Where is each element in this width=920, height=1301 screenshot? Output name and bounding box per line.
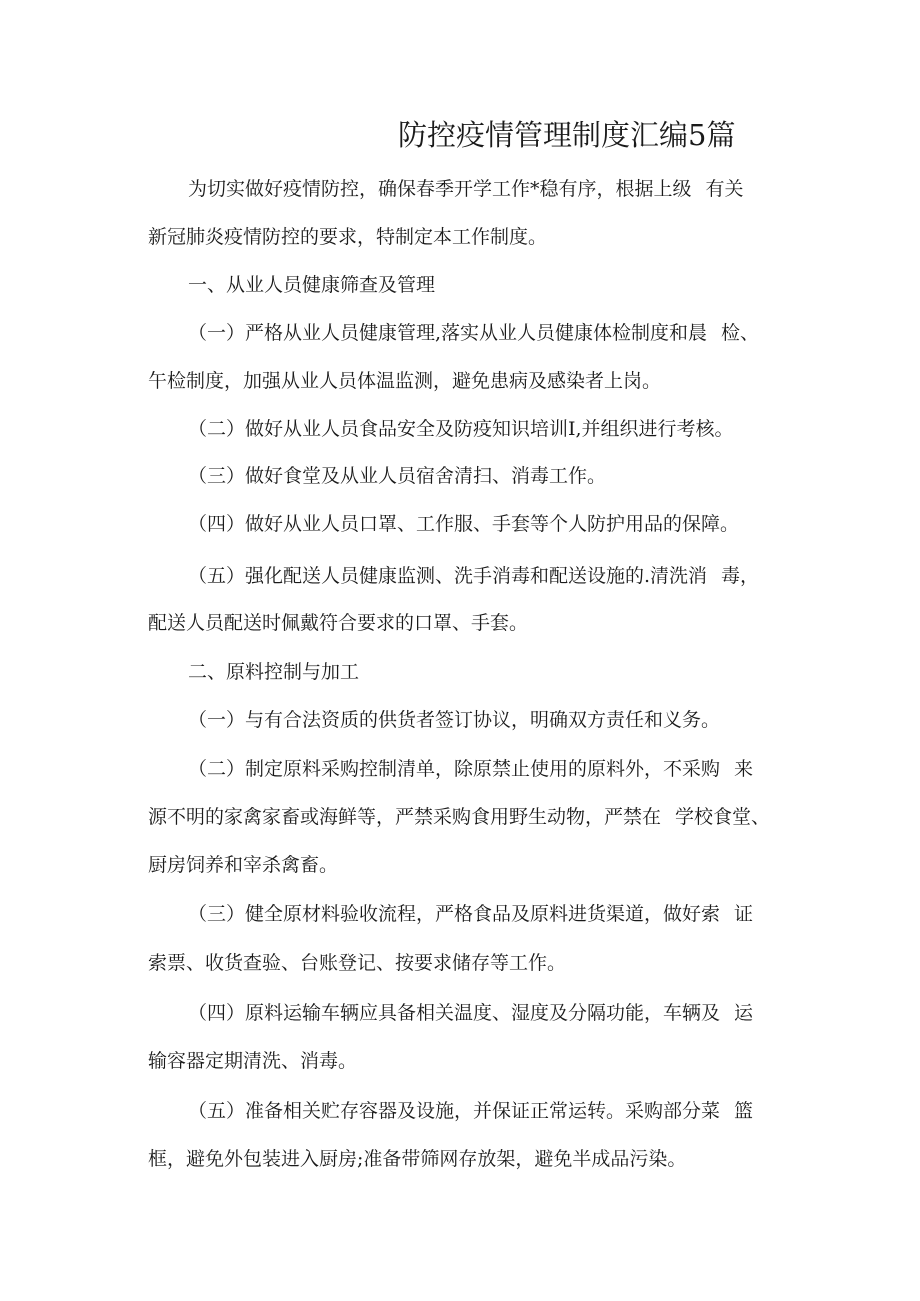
s2-item2-line-2 xyxy=(148,804,770,830)
s1-item3: （三）做好食堂及从业人员宿舍清扫、消毒工作。 xyxy=(188,465,607,487)
section-1-heading: 一、从业人员健康筛查及管理 xyxy=(188,274,436,296)
s2-item4-line-2: 输容器定期清洗、消毒。 xyxy=(148,1050,358,1072)
paragraph-text: 证 xyxy=(734,903,754,925)
intro-line-1 xyxy=(188,176,744,202)
s2-item2-line-1 xyxy=(188,756,753,782)
s1-item4: （四）做好从业人员口罩、工作服、手套等个人防护用品的保障。 xyxy=(188,513,740,535)
s2-item5-line-1 xyxy=(188,1098,753,1124)
s2-item5-line-2: 框，避免外包装进入厨房;准备带筛网存放架，避免半成品污染。 xyxy=(148,1148,687,1170)
paragraph-text: 学校食堂、 xyxy=(675,806,771,828)
s2-item3-line-1 xyxy=(188,901,753,927)
page-title: 防控疫情管理制度汇编5篇 xyxy=(398,118,736,152)
s1-item1-line-2: 午检制度，加强从业人员体温监测，避免患病及感染者上岗。 xyxy=(148,370,662,392)
s2-item3-line-2: 索票、收货查验、台账登记、按要求储存等工作。 xyxy=(148,952,567,974)
paragraph-text: （三）健全原材料验收流程，严格食品及原料进货渠道，做好索 xyxy=(188,903,721,925)
s1-item1-line-1 xyxy=(188,320,759,346)
paragraph-text: 检、 xyxy=(721,322,760,344)
s1-item5-line-2: 配送人员配送时佩戴符合要求的口罩、手套。 xyxy=(148,612,529,634)
s2-item2-line-3: 厨房饲养和宰杀禽畜。 xyxy=(148,854,339,876)
paragraph-text: 来 xyxy=(734,758,754,780)
paragraph-text: （一）严格从业人员健康管理,落实从业人员健康体检制度和晨 xyxy=(188,322,708,344)
paragraph-text: （五）强化配送人员健康监测、洗手消毒和配送设施的.清洗消 xyxy=(188,565,708,587)
intro-text: 为切实做好疫情防控，确保春季开学工作*稳有序，根据上级 xyxy=(188,178,692,200)
paragraph-text: 源不明的家禽家畜或海鲜等，严禁采购食用野生动物，严禁在 xyxy=(148,806,662,828)
section-2-heading: 二、原料控制与加工 xyxy=(188,661,360,683)
intro-line-2: 新冠肺炎疫情防控的要求，特制定本工作制度。 xyxy=(148,226,548,248)
s2-item4-line-1 xyxy=(188,1000,753,1026)
intro-text: 有关 xyxy=(705,178,744,200)
paragraph-text: （二）制定原料采购控制清单，除原禁止使用的原料外，不采购 xyxy=(188,758,721,780)
paragraph-text: 毒， xyxy=(721,565,760,587)
paragraph-text: （四）原料运输车辆应具备相关温度、湿度及分隔功能，车辆及 xyxy=(188,1002,721,1024)
paragraph-text: 运 xyxy=(734,1002,754,1024)
paragraph-text: 篮 xyxy=(734,1100,754,1122)
s2-item1: （一）与有合法资质的供货者签订协议，明确双方责任和义务。 xyxy=(188,709,721,731)
s1-item5-line-1 xyxy=(188,563,759,589)
paragraph-text: （五）准备相关贮存容器及设施，并保证正常运转。采购部分菜 xyxy=(188,1100,721,1122)
s1-item2: （二）做好从业人员食品安全及防疫知识培训I,并组织进行考核。 xyxy=(188,418,734,440)
